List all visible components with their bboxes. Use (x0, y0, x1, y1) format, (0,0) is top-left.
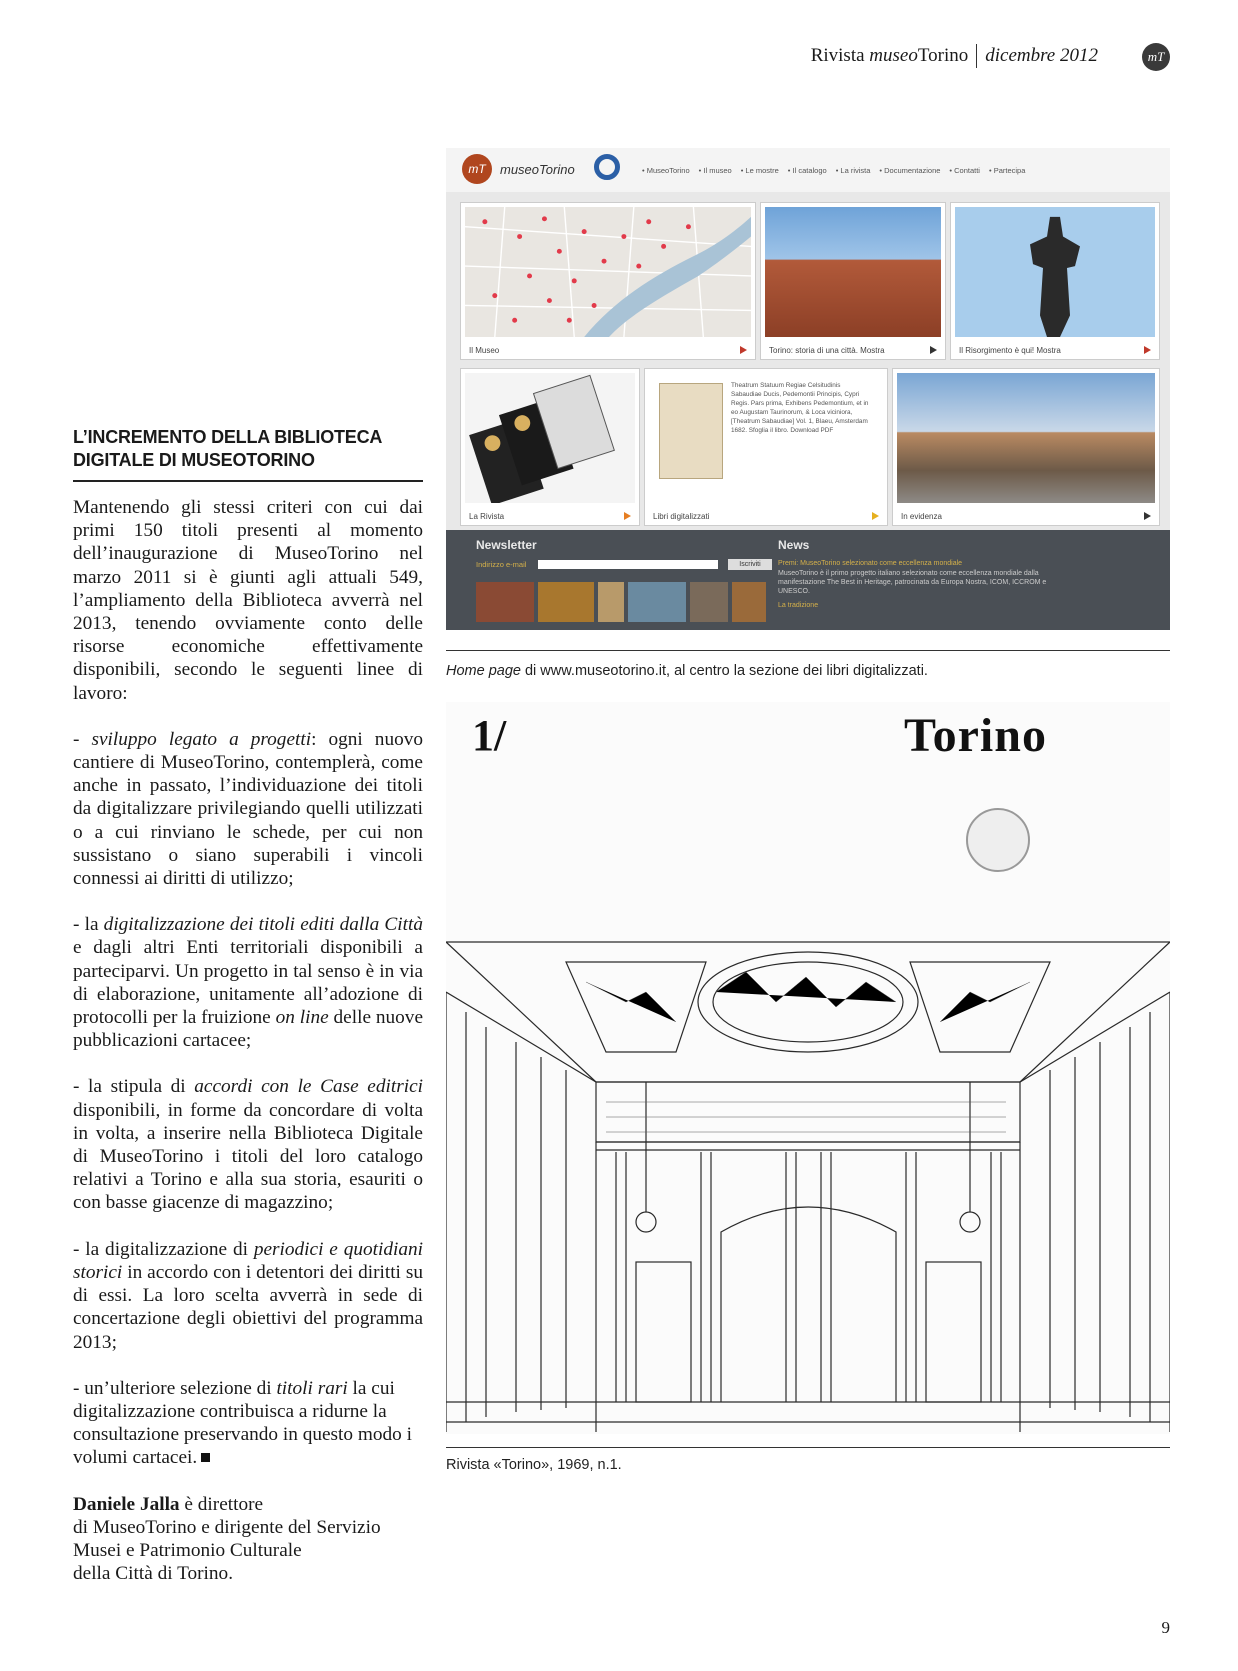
library-stamp-icon (966, 808, 1030, 872)
news-headline: La tradizione (778, 602, 819, 609)
news-body: MuseoTorino è il primo progetto italiano selezionato come eccellenza mondiale dalla (778, 570, 1039, 577)
tile-caption: Torino: storia di una città. Mostra (769, 346, 885, 355)
site-nav-item: • Il museo (698, 166, 732, 175)
list-item: - la stipula di accordi con le Case editrici disponibili, in forme da concordare di volta in volta, a inserire nella Biblioteca Digitale di MuseoTorino i titoli del loro catalogo relativi a Torino e alla sua storia, esauriti o con basse giacenze di magazzino; (73, 1076, 423, 1214)
author-bio: Daniele Jalla è direttore di MuseoTorino e dirigente del Servizio Musei e Patrimonio Culturale della Città di Torino. (73, 1493, 381, 1585)
piazza-image (897, 373, 1155, 503)
site-nav-item: • La rivista (835, 166, 871, 175)
tile-caption: Il Museo (469, 346, 500, 355)
newsletter-label: Indirizzo e-mail (476, 560, 527, 569)
site-logo-icon: mT (462, 154, 492, 184)
arrow-icon (740, 346, 747, 354)
news-body: manifestazione The Best in Heritage, patrocinata da Europa Nostra, ICOM, ICCROM e (778, 579, 1047, 586)
site-nav-item: • Le mostre (740, 166, 779, 175)
thumb-image (538, 582, 594, 622)
site-nav-item: • Il catalogo (787, 166, 827, 175)
arrow-icon (624, 512, 631, 520)
list-item: - la digitalizzazione di periodici e quotidiani storici in accordo con i detentori dei diritti su di essi. La loro scelta avverrà in sede di concertazione degli obiettivi del programma 2013; (73, 1238, 423, 1353)
news-headline: Premi: MuseoTorino selezionato come eccellenza mondiale (778, 560, 963, 567)
intro-paragraph: Mantenendo gli stessi criteri con cui dai primi 150 titoli presenti al momento dell’inaugurazione di MuseoTorino nel marzo 2011 si è giunti agli attuali 549, l’ampliamento della Biblioteca avverrà nel 2013, tenendo ovviamente conto delle risorse economiche effettivamente disponibili, secondo le seguenti linee di lavoro: (73, 497, 423, 704)
tile-in-evidenza (892, 368, 1160, 526)
map-image (465, 207, 751, 337)
thumb-image (732, 582, 766, 622)
end-mark-icon (201, 1453, 210, 1462)
site-nav-item: • Documentazione (879, 166, 941, 175)
news-body: UNESCO. (778, 588, 810, 595)
article-column (73, 426, 423, 1608)
tile-risorgimento (950, 202, 1160, 360)
map-svg (465, 207, 751, 337)
site-nav-item: • Contatti (949, 166, 980, 175)
news-title: News (778, 538, 810, 552)
section-title: L’INCREMENTO DELLA BIBLIOTECA DIGITALE DI MUSEOTORINO (73, 426, 423, 482)
magazines-svg (465, 373, 635, 503)
tile-caption: Il Risorgimento è qui! Mostra (959, 346, 1061, 355)
issue-number: 1/ (472, 711, 507, 760)
cover-title: Torino (904, 709, 1047, 762)
thumb-image (628, 582, 686, 622)
tile-rivista (460, 368, 640, 526)
thumb-image (690, 582, 728, 622)
arrow-icon (1144, 346, 1151, 354)
magazine-logo-icon: mT (1142, 43, 1170, 71)
figure2-caption: Rivista «Torino», 1969, n.1. (446, 1457, 622, 1473)
book-area (649, 373, 883, 503)
statue-image (955, 207, 1155, 337)
statue-svg (955, 207, 1155, 337)
tile-caption: In evidenza (901, 512, 942, 521)
article-body (73, 496, 423, 1585)
arrow-icon (872, 512, 879, 520)
site-nav-item: • Partecipa (988, 166, 1026, 175)
figure1-caption: Home page di www.museotorino.it, al centro la sezione dei libri digitalizzati. (446, 663, 928, 679)
header-divider (976, 44, 977, 68)
newsletter-subscribe-button: Iscriviti (728, 559, 772, 570)
site-brand: museoTorino (500, 162, 575, 177)
magazines-image (465, 373, 635, 503)
magazine-name: Rivista museoTorino (810, 45, 969, 66)
website-screenshot-figure (446, 148, 1170, 630)
issue-date: dicembre 2012 (985, 45, 1098, 66)
torino-magazine-cover-figure (446, 702, 1170, 1434)
tile-caption: La Rivista (469, 512, 505, 521)
newsletter-title: Newsletter (476, 538, 537, 552)
site-nav-item: • MuseoTorino (642, 166, 690, 175)
site-header (446, 148, 1170, 192)
newsletter-email-input (538, 560, 718, 569)
tile-libri-digitalizzati (644, 368, 888, 526)
tower-image (765, 207, 941, 337)
caption-rule (446, 1447, 1170, 1448)
tile-museo (460, 202, 756, 360)
list-item: - un’ulteriore selezione di titoli rari la cui digitalizzazione contribuisca a ridurne la consultazione preservando in questo modo i volumi cartacei. (73, 1377, 412, 1469)
page-number: 9 (1161, 1618, 1170, 1637)
book-description: Theatrum Statuum Regiae Celsitudinis Sabaudiae Ducis, Pedemontii Principis, Cypri Regis. Pars prima, Exhibens Pedemontium, et in eo Augustam Taurinorum, & Loca viciniora, [Theatrum Sabaudiae] Vol. 1, Blaeu, Amsterdam 1682. Sfoglia il libro. Download PDF (731, 382, 869, 434)
site-nav (642, 166, 1025, 175)
ceiling-engraving-svg (446, 932, 1170, 1434)
thumb-image (598, 582, 624, 622)
arrow-icon (1144, 512, 1151, 520)
arrow-icon (930, 346, 937, 354)
site-circle-logo-icon (594, 154, 620, 180)
book-cover-image (659, 383, 723, 479)
list-item: - la digitalizzazione dei titoli editi dalla Città e dagli altri Enti territoriali disponibili a parteciparvi. Un progetto in tal senso è in via di elaborazione, unitamente all’adozione di protocolli per la fruizione on line delle nuove pubblicazioni cartacee; (73, 914, 424, 1052)
tile-caption: Libri digitalizzati (653, 512, 710, 521)
tile-torino-mostra (760, 202, 946, 360)
caption-rule (446, 650, 1170, 651)
list-item: - sviluppo legato a progetti: ogni nuovo cantiere di MuseoTorino, contemplerà, come anche in passato, l’individuazione dei titoli da digitalizzare privilegiando quelli utilizzati o a cui rinviano le schede, per cui non sussistano o siano superabili i vincoli connessi ai diritti di utilizzo; (73, 728, 424, 890)
running-header (811, 44, 1098, 68)
thumb-image (476, 582, 534, 622)
site-footer-bar (446, 530, 1170, 630)
